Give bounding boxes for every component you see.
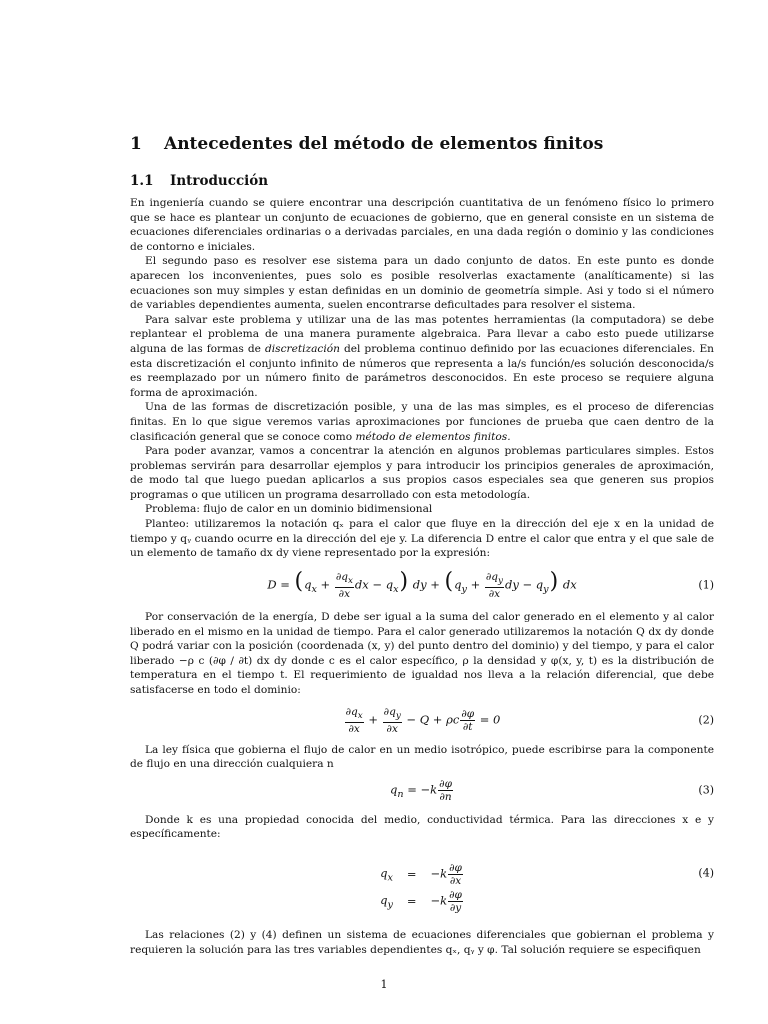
equation-1 [130,571,714,600]
equation-4 [130,862,714,914]
equation-1-body: $D = (q_x$ + $\frac{\partial q_x}{\partial x}$ dx − $q_x$) dy + ($q_y$ + $\frac{\partial q_y}{\partial x}$ dy − $q_y$) dx [267,569,577,600]
subsection-heading [130,170,714,192]
paragraph-10: Donde k es una propiedad conocida del medio, conductividad térmica. Para las direcciones x e y específicamente: [130,813,714,841]
paragraph-3 [130,313,714,401]
paragraph-11: Las relaciones (2) y (4) definen un sistema de ecuaciones diferenciales que gobiernan el problema y requieren la solución para las tres variables dependientes qₓ, qᵧ y φ. Tal solución requiere se especifiquen [130,928,714,956]
paragraph-4-emphasis: método de elementos finitos. [355,430,511,443]
paragraph-3-text-b: del problema continuo definido por las ecuaciones diferenciales. En esta discretización el conjunto infinito de números que representa a la/s función/es solución desconocida/s es reemplazado por un número finito de parámetros desconocidos. En este proceso se requiere alguna forma de aproximación. [130,342,715,399]
equation-2-body: $\frac{\partial q_x}{\partial x}$ + $\frac{\partial q_y}{\partial x}$ − Q + ρc $\frac{\partial\varphi}{\partial t}$ = 0 [345,705,501,735]
equation-2-number: (2) [698,713,714,727]
section-number: 1 [130,134,142,154]
equation-4-body: $q_x$ = −k $\frac{\partial\varphi}{\partial x}$ $q_y$ = −k $\frac{\partial\varphi}{\partial y}$ [380,861,462,914]
equation-2 [130,706,714,735]
paragraph-4-text: Una de las formas de discretización posible, y una de las mas simples, es el proceso de diferencias finitas. En lo que sigue veremos varias aproximaciones por funciones de prueba que caen dentro de la clasificación general que se conoce como [130,401,714,443]
subsection-title: Introducción [170,173,269,189]
paragraph-3-text-a: Para salvar este problema y utilizar una de las mas potentes herramientas (la computadora) se debe replantear el problema de una manera puramente algebraica. Para llevar a cabo esto puede utilizarse alguna de las formas de [130,313,714,355]
equation-3-number: (3) [698,783,714,797]
equation-4-number: (4) [698,866,714,880]
page-content [130,130,714,957]
equation-3 [130,778,714,803]
section-heading [130,130,714,158]
paragraph-3-emphasis: discretización [264,342,340,355]
paragraph-8: Por conservación de la energía, D debe ser igual a la suma del calor generado en el elemento y al calor liberado en el mismo en la unidad de tiempo. Para el calor generado utilizaremos la notación Q dx dy donde Q podrá variar con la posición (coordenada (x, y) del punto dentro del dominio) y del tiempo, y para el calor liberado −ρ c (∂φ / ∂t) dx dy donde c es el calor específico, ρ la densidad y φ(x, y, t) es la distribución de temperatura en el tiempo t. El requerimiento de igualdad nos lleva a la relación diferencial, que debe satisfacerse en todo el dominio: [130,610,714,696]
paragraph-6: Problema: flujo de calor en un dominio bidimensional [145,503,433,516]
equation-3-body: $q_n = -k$ $\frac{\partial\varphi}{\partial n}$ [390,777,452,803]
paragraph-2: El segundo paso es resolver ese sistema para un dado conjunto de datos. En este punto es donde aparecen los inconvenientes, pues solo es posible resolverlas exactamente (analíticamente) si las ecuaciones son muy simples y estan definidas en un dominio de geometría simple. Asi y todo si el número de variables dependientes aumenta, suelen encontrarse deficultades para resolver el sistema. [130,255,714,312]
page-number: 1 [380,978,388,991]
paragraph-5: Para poder avanzar, vamos a concentrar la atención en algunos problemas particulares simples. Estos problemas servirán para desarrollar ejemplos y para introducir los principios generales de aproximación, de modo tal que luego puedan aplicarlos a sus propios casos especiales sea que generen sus propios programas o que utilicen un programa desarrollado con esta metodología. [130,445,714,501]
paragraph-9: La ley física que gobierna el flujo de calor en un medio isotrópico, puede escribirse para la componente de flujo en una dirección cualquiera n [130,743,714,771]
paragraph-4 [130,400,714,444]
paragraph-1: En ingeniería cuando se quiere encontrar una descripción cuantitativa de un fenómeno físico lo primero que se hace es plantear un conjunto de ecuaciones de gobierno, que en general consiste en un sistema de ecuaciones diferenciales ordinarias o a derivadas parciales, en una dada región o dominio y las condiciones de contorno e iniciales. [130,197,714,253]
section-title: Antecedentes del método de elementos finitos [164,134,604,154]
equation-1-number: (1) [698,578,714,592]
paragraph-7: Planteo: utilizaremos la notación qₓ para el calor que fluye en la dirección del eje x en la unidad de tiempo y qᵧ cuando ocurre en la dirección del eje y. La diferencia D entre el calor que entra y el que sale de un elemento de tamaño dx dy viene representado por la expresión: [130,518,714,560]
subsection-number: 1.1 [130,173,154,189]
